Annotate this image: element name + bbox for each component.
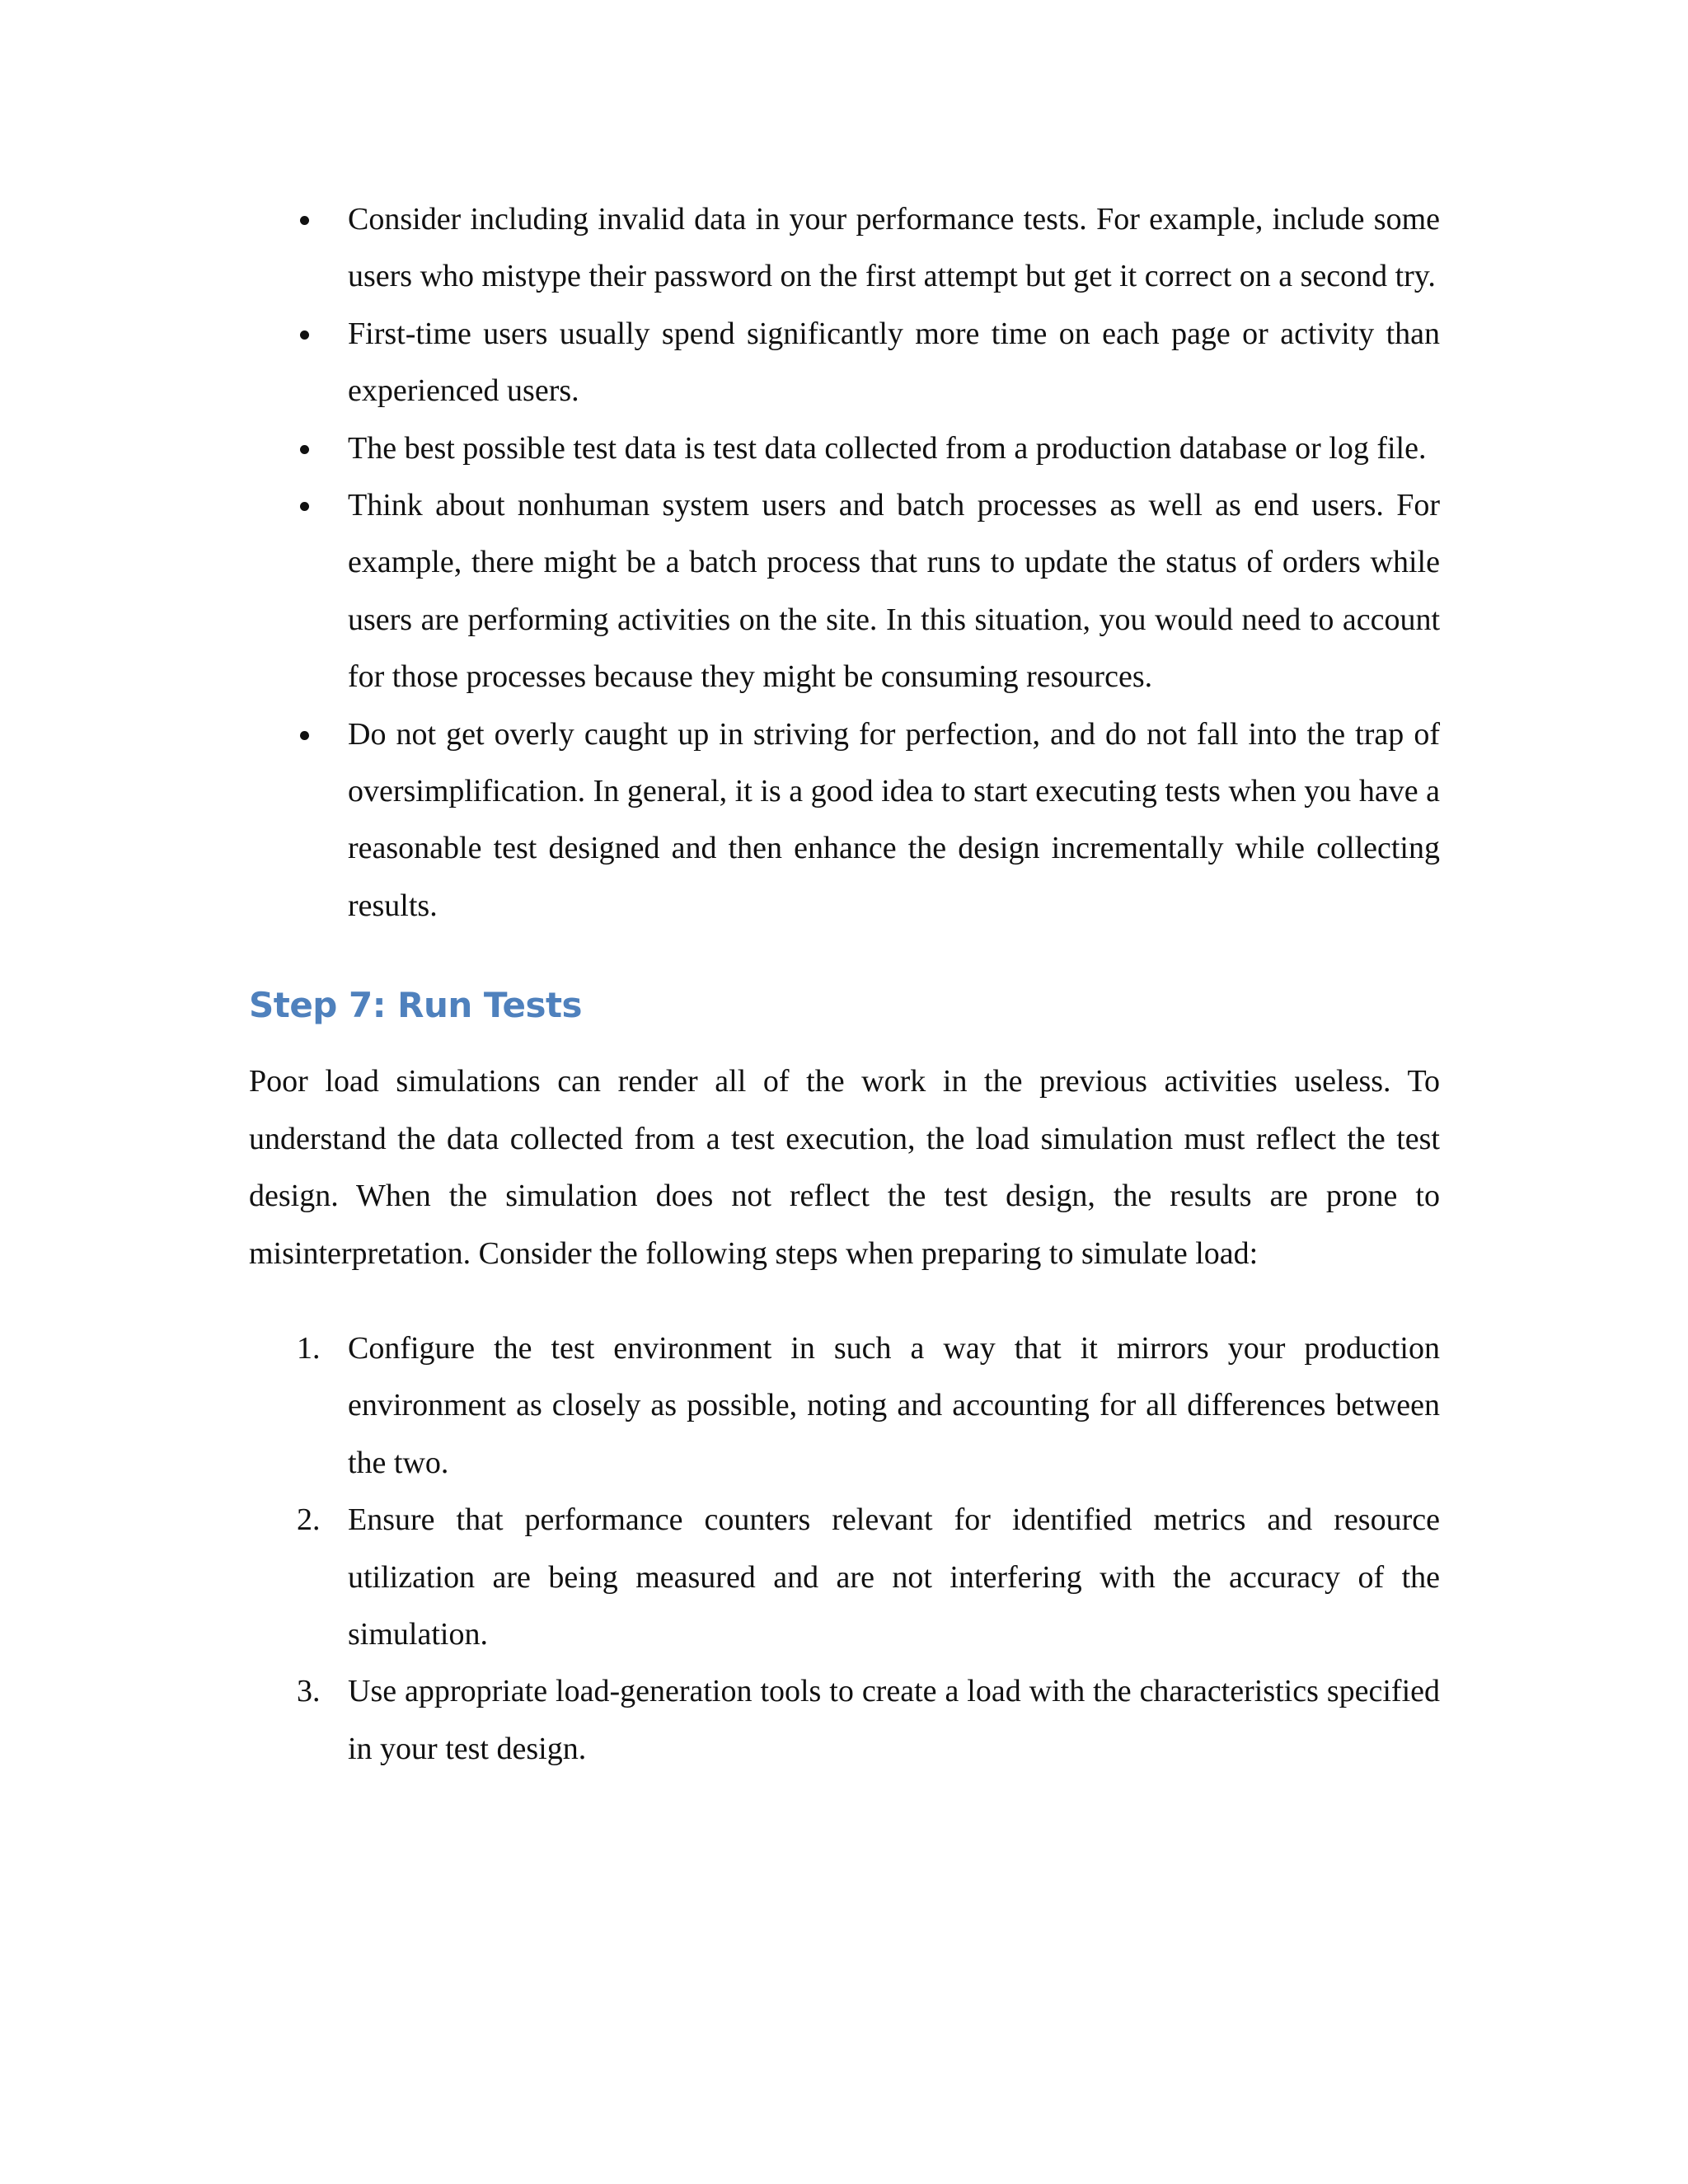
numbered-step [249, 1320, 1440, 1492]
numbered-step [249, 1663, 1440, 1778]
section-heading: Step 7: Run Tests [249, 985, 583, 1026]
bullet-marker [300, 502, 309, 511]
step-number: 3. [297, 1674, 321, 1709]
step-text: Use appropriate load-generation tools to create a load with the characteristics specified in your test design. [348, 1674, 1440, 1766]
bullet-text: Consider including invalid data in your performance tests. For example, include some users who mistype their password on the first attempt but get it correct on a second try. [348, 202, 1440, 294]
bullet-marker [300, 445, 309, 454]
bullet-text: Think about nonhuman system users and batch processes as well as end users. For example, there might be a batch process that runs to update the status of orders while users are performing activities on the site. In this situation, you would need to account for those processes because they might be consuming resources. [348, 488, 1440, 695]
bullet-text: The best possible test data is test data collected from a production database or log file. [348, 430, 1427, 466]
bullet-text: First-time users usually spend significantly more time on each page or activity than experienced users. [348, 316, 1440, 409]
bullet-marker [300, 731, 309, 740]
bullet-text: Do not get overly caught up in striving for perfection, and do not fall into the trap of oversimplification. In general, it is a good idea to start executing tests when you have a reasonable test designed and then enhance the design incrementally while collecting results. [348, 716, 1440, 923]
page-content [249, 191, 1440, 1778]
bullet-item [249, 420, 1440, 477]
bullet-item [249, 706, 1440, 935]
step-text: Ensure that performance counters relevant for identified metrics and resource utilization are being measured and are not interfering with the accuracy of the simulation. [348, 1502, 1440, 1652]
bullet-item [249, 191, 1440, 306]
bullet-marker [300, 216, 309, 225]
bullet-item [249, 477, 1440, 706]
step-text: Configure the test environment in such a way that it mirrors your production environment as closely as possible, noting and accounting for all differences between the two. [348, 1330, 1440, 1480]
steps-numbered-list [249, 1320, 1440, 1778]
guideline-bullet-list [249, 191, 1440, 935]
section-paragraph: Poor load simulations can render all of the work in the previous activities useless. To understand the data collected from a test execution, the load simulation must reflect the test design. When the simulation does not reflect the test design, the results are prone to misinterpretation. Consider the following steps when preparing to simulate load: [249, 1064, 1440, 1271]
bullet-item [249, 306, 1440, 420]
step-number: 2. [297, 1502, 321, 1538]
step-number: 1. [297, 1330, 321, 1366]
bullet-marker [300, 330, 309, 340]
numbered-step [249, 1492, 1440, 1663]
